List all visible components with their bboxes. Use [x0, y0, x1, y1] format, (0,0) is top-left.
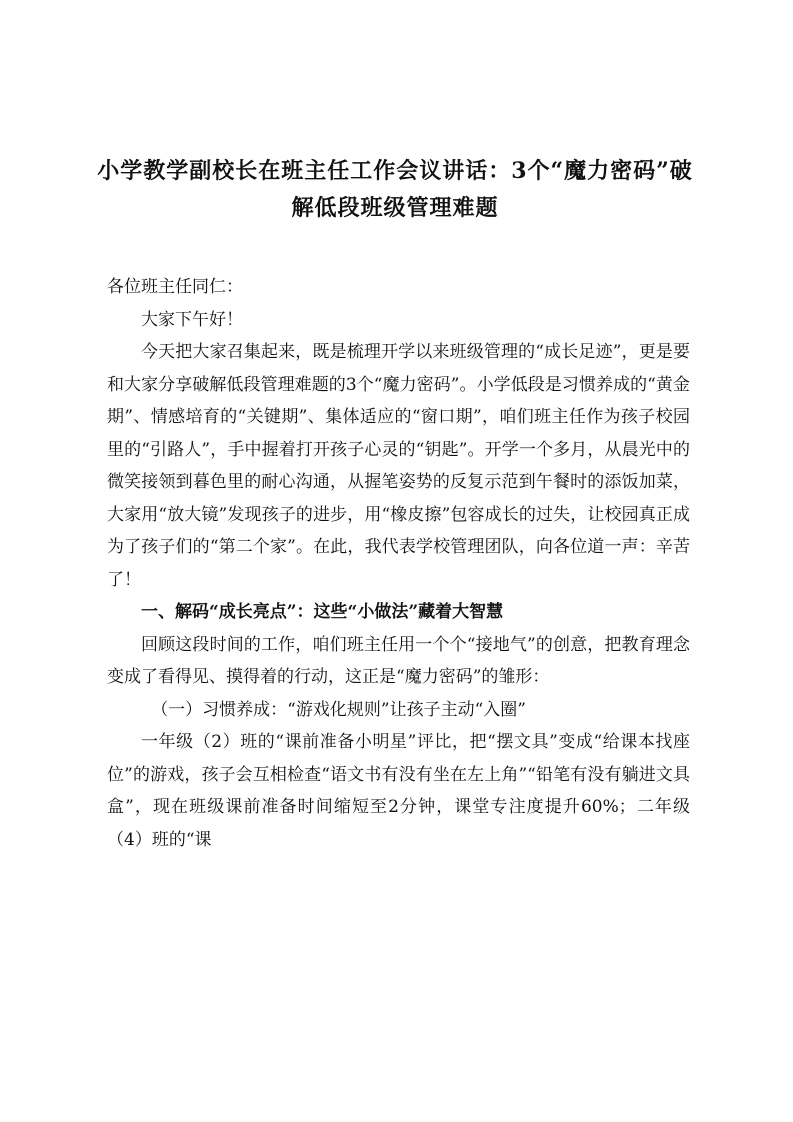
- section-heading: 一、解码“成长亮点”：这些“小做法”藏着大智慧: [141, 602, 504, 622]
- section-paragraph: 回顾这段时间的工作，咱们班主任用一个个“接地气”的创意，把教育理念变成了看得见、摸得着的行动，这正是“魔力密码”的雏形：: [107, 634, 690, 687]
- intro-paragraph: 今天把大家召集起来，既是梳理开学以来班级管理的“成长足迹”，更是要和大家分享破解低段管理难题的3个“魔力密码”。小学低段是习惯养成的“黄金期”、情感培育的“关键期”、集体适应的“窗口期”，咱们班主任作为孩子校园里的“引路人”，手中握着打开孩子心灵的“钥匙”。开学一个多月，从晨光中的微笑接领到暮色里的耐心沟通，从握笔姿势的反复示范到午餐时的添饭加菜，大家用“放大镜”发现孩子的进步，用“橡皮擦”包容成长的过失，让校园真正成为了孩子们的“第二个家”。在此，我代表学校管理团队，向各位道一声：辛苦了！: [107, 342, 690, 590]
- salutation: 各位班主任同仁：: [107, 277, 243, 297]
- subsection-paragraph: 一年级（2）班的“课前准备小明星”评比，把“摆文具”变成“给课本找座位”的游戏，孩子会互相检查“语文书有没有坐在左上角”“铅笔有没有躺进文具盒”，现在班级课前准备时间缩短至2分钟，课堂专注度提升60%；二年级（4）班的“课: [107, 732, 690, 850]
- document-body: [107, 271, 690, 856]
- subsection-heading: （一）习惯养成：“游戏化规则”让孩子主动“入圈”: [151, 699, 526, 720]
- greeting: 大家下午好！: [141, 309, 243, 330]
- document-title: 小学教学副校长在班主任工作会议讲话：3个“魔力密码”破解低段班级管理难题: [97, 158, 693, 221]
